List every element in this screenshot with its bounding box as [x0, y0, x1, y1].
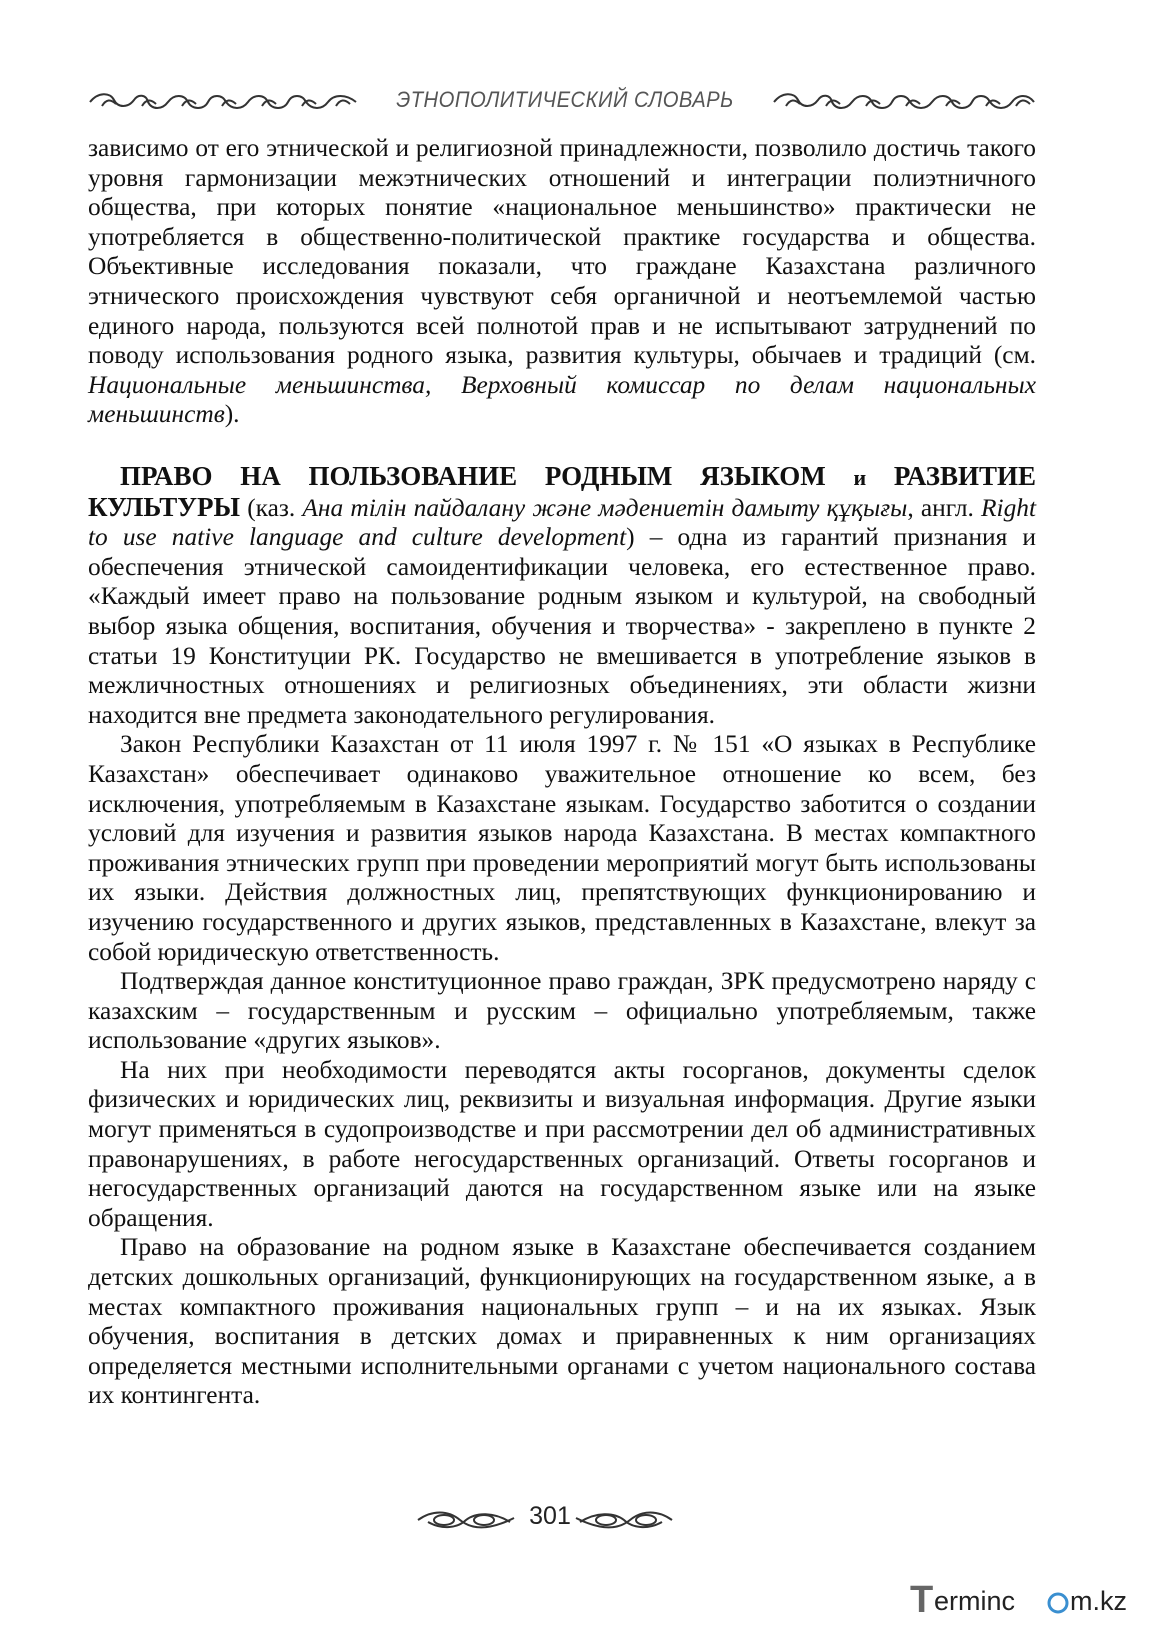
running-header	[88, 84, 1036, 118]
kaz-prefix: (каз.	[240, 493, 303, 522]
entry-headword: ПРАВО НА ПОЛЬЗОВАНИЕ РОДНЫМ ЯЗЫКОМ и РАЗВИТИЕ КУЛЬТУРЫ	[88, 461, 1036, 522]
paragraph-text: зависимо от его этнической и религиозной принадлежности, позволило достичь такого уровня гармонизации межэтнических отношений и интеграции полиэтничного общества, при которых понятие «национальное меньшинство» практически не употребляется в общественно-политической практике государства и общества. Объективные исследования показали, что граждане Казахстана различного этнического происхождения чувствуют себя органичной и неотъемлемой частью единого народа, пользуются всей полнотой прав и не испытывают затруднений по поводу использования родного языка, развития культуры, обычаев и традиций (см.	[88, 134, 1036, 370]
english-term: Right to use native language and culture development	[88, 493, 1037, 552]
svg-text:m.kz: m.kz	[1070, 1586, 1127, 1616]
entry-paragraph: Подтверждая данное конституционное право граждан, ЗРК предусмотрено наряду с казахским – государственным и русским – официально употребляемым, также использование «других языков».	[88, 967, 1036, 1055]
entry-paragraph: Закон Республики Казахстан от 11 июля 1997 г. № 151 «О языках в Республике Казахстан» обеспечивает одинаково уважительное отношение ко всем, без исключения, употребляемым в Казахстане языкам. Государство заботится о создании условий для изучения и развития языков народа Казахстана. В местах компактного проживания этнических групп при проведении мероприятий могут быть использованы их языки. Действия должностных лиц, препятствующих функционированию и изучению государственного и других языков, представленных в Казахстане, влекут за собой юридическую ответственность.	[88, 730, 1036, 966]
page-number: 301	[529, 1502, 571, 1530]
running-header-title: ЭТНОПОЛИТИЧЕСКИЙ СЛОВАРЬ	[396, 87, 734, 112]
svg-text:erminc: erminc	[934, 1586, 1016, 1616]
scroll-ornament-icon	[88, 90, 360, 114]
see-also-reference: Национальные меньшинства, Верховный комиссар по делам национальных меньшинств	[88, 370, 1036, 429]
flourish-ornament-icon	[414, 1508, 518, 1532]
entry-definition: ) – одна из гарантий признания и обеспечения этнической самоидентификации человека, его естественное право. «Каждый имеет право на пользование родным языком и культурой, на свободный выбор языка общения, воспитания, обучения и творчества» - закреплено в пункте 2 статьи 19 Конституции РК. Государство не вмешивается в употребление языков в межличностных отношениях и религиозных объединениях, эти области жизни находится вне предмета законодательного регулирования.	[88, 523, 1036, 729]
continued-paragraph-block	[88, 134, 1036, 430]
svg-text:T: T	[910, 1579, 934, 1621]
entry-paragraph: На них при необходимости переводятся акты госорганов, документы сделок физических и юридических лиц, реквизиты и визуальная информация. Другие языки могут применяться в судопроизводстве и при рассмотрении дел об административных правонарушениях, в работе негосударственных организаций. Ответы госорганов и негосударственных организаций даются на государственном языке или на языке обращения.	[88, 1055, 1036, 1232]
kazakh-term: Ана тілін пайдалану және мәдениетін дамыту құқығы	[302, 493, 908, 522]
eng-prefix: , англ.	[907, 493, 981, 522]
termincom-logo	[908, 1576, 1148, 1622]
flourish-ornament-icon	[572, 1508, 676, 1532]
paragraph-closing: ).	[224, 400, 240, 429]
scroll-ornament-icon	[772, 90, 1036, 114]
page-footer	[400, 1500, 700, 1540]
entry-definition-paragraph	[88, 462, 1036, 730]
continued-paragraph	[88, 134, 1036, 430]
entry-paragraph: Право на образование на родном языке в Казахстане обеспечивается созданием детских дошкольных организаций, функционирующих на государственном языке, а в местах компактного проживания национальных групп – и на их языках. Язык обучения, воспитания в детских домах и приравненных к ним организациях определяется местными исполнительными органами с учетом национального состава их контингента.	[88, 1233, 1036, 1410]
dictionary-entry	[88, 462, 1036, 1411]
